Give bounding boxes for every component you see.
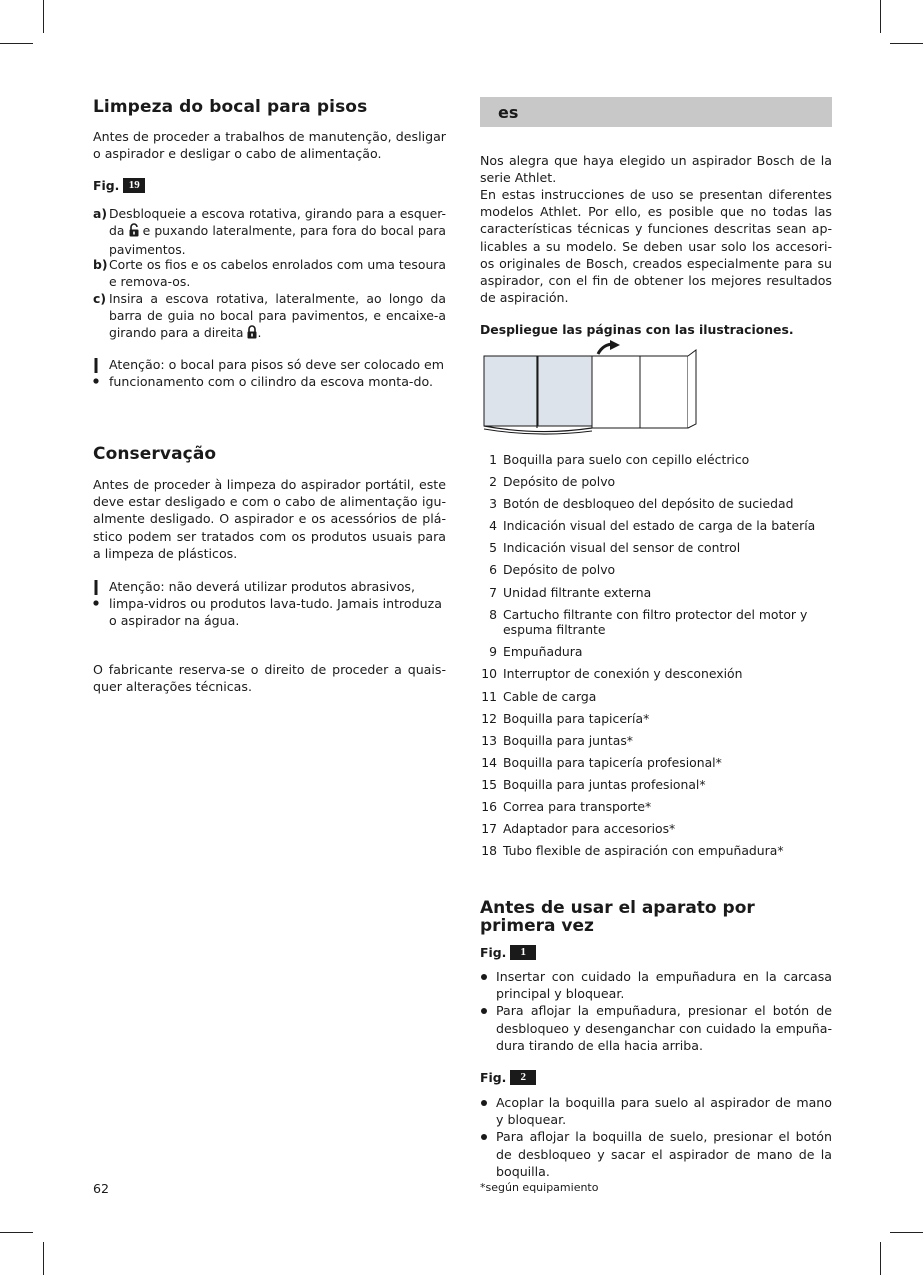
crop-mark [880, 0, 881, 33]
item-number: 17 [481, 821, 497, 837]
item-number: 12 [481, 710, 497, 726]
unlock-icon [129, 223, 139, 241]
fig-number-badge: 19 [123, 178, 145, 193]
footnote: *según equipamiento [480, 1181, 599, 1194]
item-number: 2 [489, 474, 497, 490]
warning-icon [93, 580, 99, 606]
paragraph-intro-models: En estas instrucciones de uso se presentan diferentes modelos Athlet. Por ello, es posible que no todas las características técnicas y funciones descritas sean ap-licables a su modelo. Se deben usar solo los accesori-os originales de Bosch, creados especialmente para su aspirador, con el fin de obtener los mejores resultados de aspiración. [480, 187, 832, 306]
list-item [480, 562, 832, 578]
list-item [480, 496, 832, 512]
step-text: Corte os fios e os cabelos enrolados com uma tesoura e remova-os. [109, 257, 446, 290]
parts-list [480, 452, 832, 865]
item-label: Cartucho filtrante con filtro protector del motor y espuma filtrante [503, 606, 808, 638]
step-a [93, 205, 446, 259]
warning-text: Atenção: o bocal para pisos só deve ser colocado em funcionamento com o cilindro da escova monta-do. [109, 357, 445, 390]
fig-label: Fig. [480, 1070, 507, 1085]
fold-pages-heading: Despliegue las páginas con las ilustraciones. [480, 322, 794, 337]
step-label: c) [93, 291, 107, 306]
list-item: Para aflojar la empuñadura, presionar el botón de desbloqueo y desenganchar con cuidado la empuña-dura tirando de ella hacia arriba. [480, 1002, 832, 1054]
figure-reference-19 [93, 178, 145, 193]
list-item [480, 518, 832, 534]
list-item [480, 452, 832, 468]
fig-number-badge: 2 [510, 1070, 536, 1085]
item-number: 6 [489, 562, 497, 578]
crop-mark [0, 43, 33, 44]
step-text: e puxando lateralmente, para fora do bocal para pavimentos. [109, 223, 446, 258]
section-heading-conservacao: Conservação [93, 444, 217, 464]
list-item [480, 711, 832, 727]
step-label: b) [93, 257, 108, 272]
list-item [480, 733, 832, 749]
paragraph-conservacao: Antes de proceder à limpeza do aspirador portátil, este deve estar desligado e com o cabo de alimentação igu-almente desligado. O aspirador e os acessórios de plá-stico podem ser tratados com os produtos usuais para a limpeza de plásticos. [93, 477, 446, 561]
warning-note-2 [93, 578, 446, 630]
item-label: Boquilla para tapicería* [503, 710, 650, 726]
item-label: Tubo flexible de aspiración con empuñadura* [503, 843, 784, 859]
list-item [480, 843, 832, 859]
section-heading-antes-de-usar: Antes de usar el aparato por primera vez [480, 898, 755, 936]
list-item [480, 777, 832, 793]
language-bar [480, 97, 832, 127]
item-label: Indicación visual del sensor de control [503, 540, 741, 556]
fig-number-badge: 1 [510, 945, 536, 960]
item-label: Indicación visual del estado de carga de la batería [503, 518, 816, 534]
list-item [480, 799, 832, 815]
item-number: 16 [481, 799, 497, 814]
fig1-bullet-list [480, 968, 832, 1054]
page-number: 62 [93, 1181, 110, 1196]
step-text: . [257, 325, 262, 341]
section-heading-limpeza: Limpeza do bocal para pisos [93, 97, 368, 117]
item-number: 13 [481, 732, 497, 748]
list-item [480, 540, 832, 556]
list-item: Acoplar la boquilla para suelo al aspirador de mano y bloquear. [480, 1094, 832, 1128]
step-b [93, 256, 446, 290]
crop-mark [880, 1242, 881, 1275]
list-item [480, 474, 832, 490]
fig-label: Fig. [93, 178, 120, 193]
figure-reference-2 [480, 1070, 536, 1085]
list-item: Para aflojar la boquilla de suelo, presionar el botón de desbloqueo y sacar el aspirador de mano de la boquilla. [480, 1128, 832, 1180]
item-label: Boquilla para suelo con cepillo eléctrico [503, 452, 750, 467]
item-number: 14 [481, 754, 497, 770]
list-item [480, 755, 832, 771]
crop-mark [43, 0, 44, 33]
list-item [480, 644, 832, 660]
lock-icon [247, 325, 257, 343]
list-item [480, 607, 832, 638]
list-item [480, 821, 832, 837]
crop-mark [43, 1242, 44, 1275]
crop-mark [890, 1232, 923, 1233]
item-label: Cable de carga [503, 688, 597, 704]
paragraph-limpeza-intro: Antes de proceder a trabalhos de manutenção, desligar o aspirador e desligar o cabo de alimentação. [93, 129, 446, 162]
fig2-bullet-list [480, 1094, 832, 1180]
item-number: 7 [489, 584, 497, 600]
warning-icon [93, 358, 99, 384]
item-number: 10 [481, 666, 497, 682]
item-number: 8 [489, 606, 497, 622]
item-label: Unidad filtrante externa [503, 584, 652, 600]
item-number: 15 [481, 776, 497, 792]
step-c [93, 290, 446, 344]
list-item [480, 585, 832, 601]
list-item: Insertar con cuidado la empuñadura en la carcasa principal y bloquear. [480, 968, 832, 1002]
list-item [480, 666, 832, 682]
warning-note-1 [93, 356, 446, 390]
item-number: 1 [489, 452, 497, 467]
crop-mark [890, 43, 923, 44]
item-number: 5 [489, 540, 497, 556]
item-label: Interruptor de conexión y desconexión [503, 666, 743, 682]
item-label: Boquilla para tapicería profesional* [503, 754, 722, 770]
item-label: Depósito de polvo [503, 474, 616, 490]
step-text: Insira a escova rotativa, lateralmente, ao longo da barra de guia no bocal para pavimentos, e encaixe-a girando para a direita [109, 291, 446, 341]
item-label: Empuñadura [503, 644, 583, 660]
item-label: Botón de desbloqueo del depósito de suciedad [503, 496, 794, 512]
list-item [480, 689, 832, 705]
item-label: Boquilla para juntas* [503, 732, 633, 748]
item-number: 18 [481, 843, 497, 859]
item-number: 11 [481, 688, 497, 704]
paragraph-fabricante: O fabricante reserva-se o direito de proceder a quais-quer alterações técnicas. [93, 662, 446, 695]
item-label: Depósito de polvo [503, 562, 616, 578]
item-label: Boquilla para juntas profesional* [503, 776, 706, 792]
item-label: Correa para transporte* [503, 799, 652, 814]
fold-pages-illustration [480, 340, 702, 435]
step-text: Desbloqueie a escova rotativa, girando para a esquer-da [109, 206, 446, 239]
warning-text: Atenção: não deverá utilizar produtos abrasivos, limpa-vidros ou produtos lava-tudo. Jamais introduza o aspirador na água. [109, 579, 442, 629]
item-number: 9 [489, 644, 497, 660]
paragraph-intro: Nos alegra que haya elegido un aspirador Bosch de la serie Athlet. [480, 153, 832, 186]
fig-label: Fig. [480, 945, 507, 960]
step-label: a) [93, 206, 108, 221]
crop-mark [0, 1232, 33, 1233]
item-number: 4 [489, 518, 497, 534]
item-number: 3 [489, 496, 497, 512]
language-code: es [498, 103, 519, 122]
item-label: Adaptador para accesorios* [503, 821, 676, 837]
figure-reference-1 [480, 945, 536, 960]
